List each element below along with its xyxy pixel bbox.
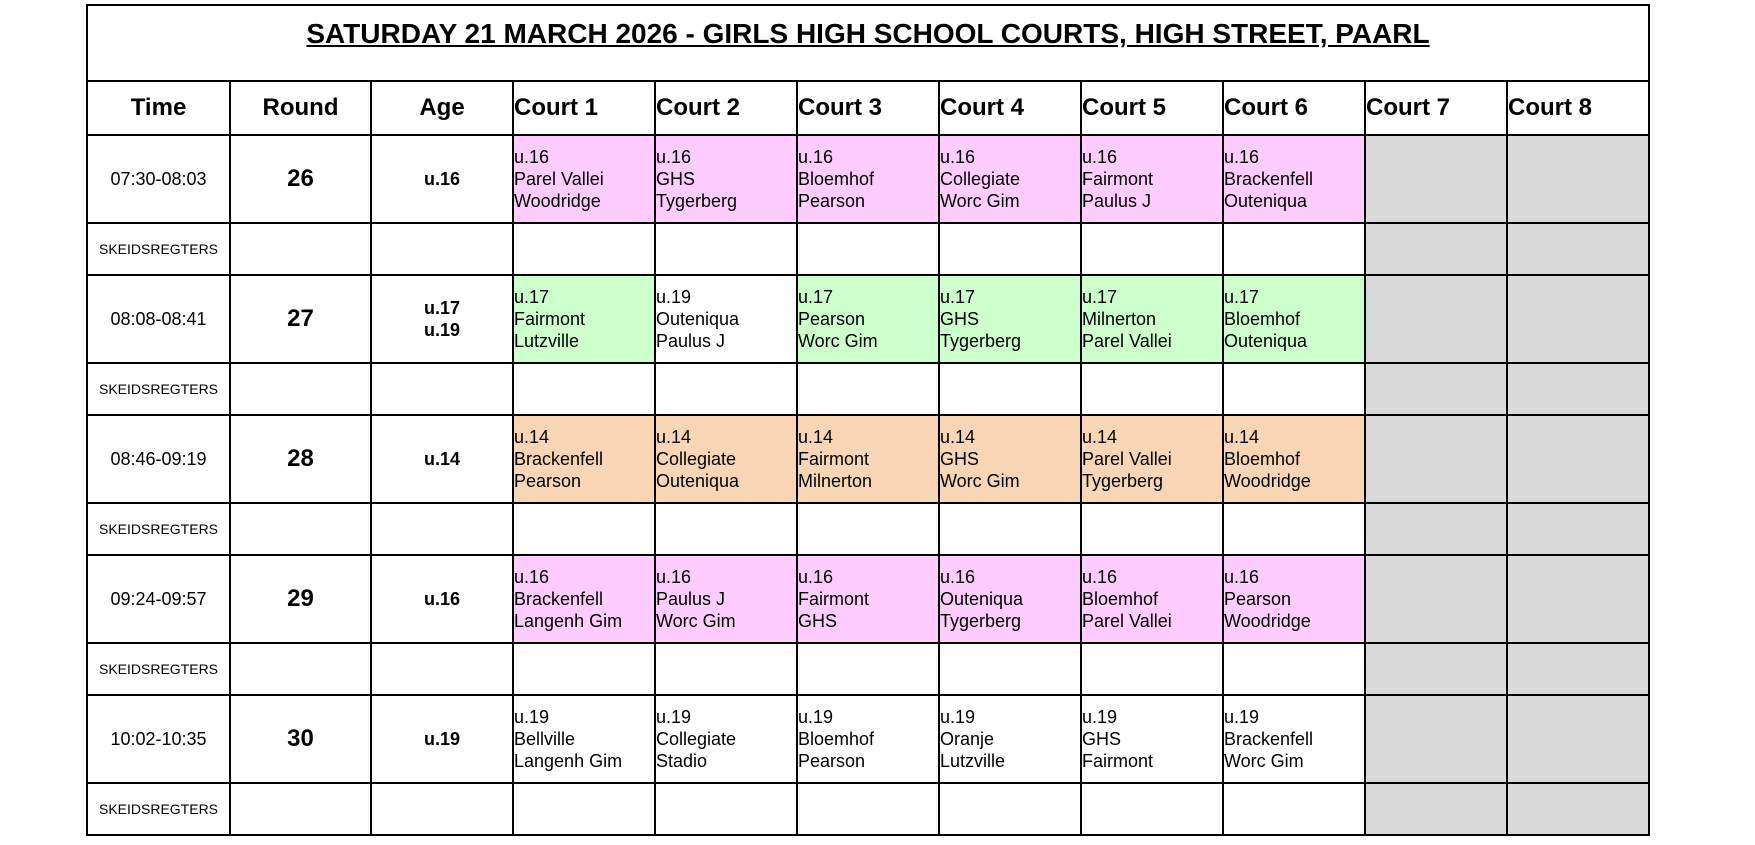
unused-court-7-cell (1365, 643, 1507, 695)
referee-entry-cell (655, 643, 797, 695)
referee-entry-cell (797, 783, 939, 835)
referee-entry-cell (230, 643, 371, 695)
game-cell-court-1 (513, 555, 655, 643)
referee-entry-cell (655, 223, 797, 275)
game-away-team: Langenh Gim (514, 611, 623, 631)
game-cell-court-5 (1081, 275, 1223, 363)
game-cell-court-5 (1081, 555, 1223, 643)
game-away-team: Outeniqua (656, 471, 740, 491)
game-home-team: Fairmont (1082, 169, 1154, 189)
game-age-group: u.16 (798, 147, 834, 167)
game-age-group: u.16 (514, 567, 550, 587)
game-cell-court-1 (513, 695, 655, 783)
game-cell-court-1 (513, 135, 655, 223)
game-age-group: u.16 (514, 147, 550, 167)
referee-entry-cell (655, 783, 797, 835)
game-cell-court-1 (513, 275, 655, 363)
game-home-team: GHS (656, 169, 696, 189)
unused-court-8-cell (1507, 695, 1649, 783)
unused-court-7-cell (1365, 695, 1507, 783)
referee-entry-cell (230, 783, 371, 835)
game-age-group: u.14 (940, 427, 976, 447)
game-age-group: u.14 (656, 427, 692, 447)
game-home-team: Bloemhof (1224, 449, 1301, 469)
referee-entry-cell (513, 783, 655, 835)
unused-court-7-cell (1365, 135, 1507, 223)
game-away-team: Pearson (514, 471, 582, 491)
game-home-team: Outeniqua (656, 309, 740, 329)
game-home-team: Brackenfell (514, 589, 604, 609)
game-cell-court-1 (513, 415, 655, 503)
game-age-group: u.19 (1082, 707, 1118, 727)
round-row (87, 555, 1649, 643)
header-round: Round (230, 81, 371, 135)
header-row (87, 81, 1649, 135)
game-away-team: Parel Vallei (1082, 331, 1172, 351)
age-cell (371, 415, 513, 503)
game-cell-court-2 (655, 555, 797, 643)
age-label: u.19 (423, 320, 461, 340)
referee-row (87, 363, 1649, 415)
referee-entry-cell (655, 503, 797, 555)
game-home-team: Outeniqua (940, 589, 1024, 609)
referee-entry-cell (655, 363, 797, 415)
game-away-team: Tygerberg (1082, 471, 1164, 491)
game-age-group: u.19 (514, 707, 550, 727)
game-cell-court-4 (939, 135, 1081, 223)
referee-entry-cell (1081, 503, 1223, 555)
age-label: u.16 (423, 589, 461, 609)
game-away-team: Worc Gim (798, 331, 878, 351)
game-age-group: u.17 (1082, 287, 1118, 307)
referee-entry-cell (513, 643, 655, 695)
game-away-team: Fairmont (1082, 751, 1154, 771)
referee-entry-cell (939, 223, 1081, 275)
game-cell-court-3 (797, 695, 939, 783)
unused-court-7-cell (1365, 783, 1507, 835)
schedule-title: SATURDAY 21 MARCH 2026 - GIRLS HIGH SCHOOL COURTS, HIGH STREET, PAARL (306, 18, 1430, 49)
round-number-cell: 30 (230, 695, 371, 783)
game-cell-court-4 (939, 415, 1081, 503)
game-away-team: Tygerberg (940, 611, 1022, 631)
game-home-team: Bloemhof (1082, 589, 1159, 609)
game-cell-court-6 (1223, 135, 1365, 223)
header-age: Age (371, 81, 513, 135)
game-away-team: Milnerton (798, 471, 873, 491)
referee-entry-cell (513, 223, 655, 275)
game-home-team: GHS (1082, 729, 1122, 749)
referee-entry-cell (371, 643, 513, 695)
referee-entry-cell (939, 503, 1081, 555)
game-away-team: Langenh Gim (514, 751, 623, 771)
referee-entry-cell (1081, 643, 1223, 695)
referee-entry-cell (939, 643, 1081, 695)
game-away-team: Lutzville (940, 751, 1006, 771)
game-home-team: Oranje (940, 729, 995, 749)
referee-entry-cell (371, 503, 513, 555)
header-court-3: Court 3 (797, 81, 939, 135)
referee-entry-cell (1223, 783, 1365, 835)
game-cell-court-2 (655, 275, 797, 363)
game-cell-court-3 (797, 555, 939, 643)
round-row (87, 275, 1649, 363)
game-cell-court-2 (655, 415, 797, 503)
referee-entry-cell (797, 643, 939, 695)
time-cell: 08:46-09:19 (87, 415, 230, 503)
game-age-group: u.14 (1082, 427, 1118, 447)
game-cell-court-4 (939, 555, 1081, 643)
game-age-group: u.14 (514, 427, 550, 447)
game-age-group: u.17 (1224, 287, 1260, 307)
game-away-team: Parel Vallei (1082, 611, 1172, 631)
game-home-team: Bloemhof (798, 729, 875, 749)
unused-court-8-cell (1507, 275, 1649, 363)
game-away-team: Outeniqua (1224, 331, 1308, 351)
header-time: Time (87, 81, 230, 135)
referee-label: SKEIDSREGTERS (87, 783, 230, 835)
game-cell-court-5 (1081, 135, 1223, 223)
game-age-group: u.17 (514, 287, 550, 307)
game-away-team: Pearson (798, 751, 866, 771)
game-away-team: Worc Gim (940, 191, 1020, 211)
game-home-team: Bloemhof (798, 169, 875, 189)
game-home-team: Pearson (1224, 589, 1292, 609)
game-home-team: GHS (940, 449, 980, 469)
game-home-team: Brackenfell (514, 449, 604, 469)
unused-court-7-cell (1365, 503, 1507, 555)
referee-entry-cell (230, 363, 371, 415)
game-age-group: u.19 (940, 707, 976, 727)
unused-court-7-cell (1365, 415, 1507, 503)
referee-entry-cell (1223, 223, 1365, 275)
game-home-team: Brackenfell (1224, 169, 1314, 189)
game-age-group: u.16 (656, 567, 692, 587)
game-age-group: u.14 (1224, 427, 1260, 447)
age-cell (371, 275, 513, 363)
referee-entry-cell (797, 503, 939, 555)
game-cell-court-4 (939, 695, 1081, 783)
game-cell-court-6 (1223, 555, 1365, 643)
time-cell: 10:02-10:35 (87, 695, 230, 783)
unused-court-8-cell (1507, 223, 1649, 275)
header-court-4: Court 4 (939, 81, 1081, 135)
game-cell-court-5 (1081, 415, 1223, 503)
referee-entry-cell (230, 223, 371, 275)
game-age-group: u.17 (940, 287, 976, 307)
game-age-group: u.19 (798, 707, 834, 727)
game-away-team: Lutzville (514, 331, 580, 351)
game-away-team: Worc Gim (656, 611, 736, 631)
game-age-group: u.17 (798, 287, 834, 307)
game-home-team: Fairmont (798, 589, 870, 609)
game-home-team: Bloemhof (1224, 309, 1301, 329)
schedule-title-cell (87, 5, 1649, 81)
game-away-team: Worc Gim (940, 471, 1020, 491)
referee-entry-cell (371, 363, 513, 415)
unused-court-8-cell (1507, 783, 1649, 835)
game-away-team: GHS (798, 611, 838, 631)
referee-entry-cell (230, 503, 371, 555)
game-home-team: Pearson (798, 309, 866, 329)
unused-court-7-cell (1365, 555, 1507, 643)
game-age-group: u.19 (1224, 707, 1260, 727)
unused-court-8-cell (1507, 415, 1649, 503)
referee-entry-cell (1223, 363, 1365, 415)
game-age-group: u.16 (940, 147, 976, 167)
header-court-8: Court 8 (1507, 81, 1649, 135)
game-home-team: Fairmont (514, 309, 586, 329)
game-age-group: u.16 (656, 147, 692, 167)
round-row (87, 415, 1649, 503)
game-age-group: u.16 (940, 567, 976, 587)
age-cell (371, 555, 513, 643)
game-away-team: Woodridge (514, 191, 601, 211)
time-cell: 09:24-09:57 (87, 555, 230, 643)
game-away-team: Worc Gim (1224, 751, 1304, 771)
game-home-team: Fairmont (798, 449, 870, 469)
referee-entry-cell (1081, 223, 1223, 275)
game-away-team: Stadio (656, 751, 708, 771)
round-row (87, 135, 1649, 223)
unused-court-8-cell (1507, 503, 1649, 555)
header-court-6: Court 6 (1223, 81, 1365, 135)
referee-entry-cell (1223, 643, 1365, 695)
fixture-schedule-table (86, 4, 1650, 836)
game-age-group: u.16 (1224, 147, 1260, 167)
game-home-team: Bellville (514, 729, 576, 749)
referee-entry-cell (513, 363, 655, 415)
referee-entry-cell (1081, 363, 1223, 415)
game-home-team: Milnerton (1082, 309, 1157, 329)
referee-label: SKEIDSREGTERS (87, 503, 230, 555)
game-age-group: u.16 (1082, 147, 1118, 167)
unused-court-7-cell (1365, 275, 1507, 363)
game-age-group: u.19 (656, 287, 692, 307)
referee-entry-cell (371, 783, 513, 835)
header-court-2: Court 2 (655, 81, 797, 135)
time-cell: 08:08-08:41 (87, 275, 230, 363)
game-cell-court-6 (1223, 415, 1365, 503)
game-home-team: Parel Vallei (1082, 449, 1172, 469)
referee-entry-cell (939, 783, 1081, 835)
game-away-team: Pearson (798, 191, 866, 211)
referee-label: SKEIDSREGTERS (87, 223, 230, 275)
round-row (87, 695, 1649, 783)
unused-court-8-cell (1507, 363, 1649, 415)
unused-court-8-cell (1507, 643, 1649, 695)
game-away-team: Outeniqua (1224, 191, 1308, 211)
game-cell-court-6 (1223, 275, 1365, 363)
game-away-team: Tygerberg (656, 191, 738, 211)
unused-court-7-cell (1365, 223, 1507, 275)
game-cell-court-2 (655, 135, 797, 223)
game-cell-court-6 (1223, 695, 1365, 783)
game-home-team: Collegiate (656, 449, 737, 469)
game-age-group: u.16 (1082, 567, 1118, 587)
referee-label: SKEIDSREGTERS (87, 643, 230, 695)
age-cell (371, 695, 513, 783)
round-number-cell: 29 (230, 555, 371, 643)
referee-entry-cell (371, 223, 513, 275)
game-home-team: Paulus J (656, 589, 726, 609)
game-home-team: Parel Vallei (514, 169, 604, 189)
rounds-body (87, 135, 1649, 835)
game-away-team: Tygerberg (940, 331, 1022, 351)
header-court-7: Court 7 (1365, 81, 1507, 135)
referee-entry-cell (1223, 503, 1365, 555)
age-cell (371, 135, 513, 223)
game-cell-court-2 (655, 695, 797, 783)
referee-entry-cell (797, 223, 939, 275)
game-home-team: Collegiate (656, 729, 737, 749)
game-away-team: Woodridge (1224, 471, 1311, 491)
game-cell-court-3 (797, 415, 939, 503)
age-label: u.14 (423, 449, 461, 469)
game-home-team: Collegiate (940, 169, 1021, 189)
referee-label: SKEIDSREGTERS (87, 363, 230, 415)
game-age-group: u.14 (798, 427, 834, 447)
game-cell-court-5 (1081, 695, 1223, 783)
referee-row (87, 643, 1649, 695)
referee-entry-cell (939, 363, 1081, 415)
referee-row (87, 503, 1649, 555)
game-age-group: u.16 (1224, 567, 1260, 587)
time-cell: 07:30-08:03 (87, 135, 230, 223)
game-home-team: GHS (940, 309, 980, 329)
game-cell-court-3 (797, 275, 939, 363)
referee-entry-cell (797, 363, 939, 415)
unused-court-7-cell (1365, 363, 1507, 415)
age-label: u.16 (423, 169, 461, 189)
round-number-cell: 26 (230, 135, 371, 223)
referee-row (87, 223, 1649, 275)
referee-row (87, 783, 1649, 835)
referee-entry-cell (1081, 783, 1223, 835)
game-cell-court-3 (797, 135, 939, 223)
referee-entry-cell (513, 503, 655, 555)
unused-court-8-cell (1507, 555, 1649, 643)
game-age-group: u.16 (798, 567, 834, 587)
game-age-group: u.19 (656, 707, 692, 727)
game-cell-court-4 (939, 275, 1081, 363)
game-away-team: Woodridge (1224, 611, 1311, 631)
round-number-cell: 28 (230, 415, 371, 503)
game-away-team: Paulus J (1082, 191, 1152, 211)
game-away-team: Paulus J (656, 331, 726, 351)
game-home-team: Brackenfell (1224, 729, 1314, 749)
round-number-cell: 27 (230, 275, 371, 363)
age-label: u.17 (423, 298, 461, 318)
header-court-1: Court 1 (513, 81, 655, 135)
unused-court-8-cell (1507, 135, 1649, 223)
age-label: u.19 (423, 729, 461, 749)
header-court-5: Court 5 (1081, 81, 1223, 135)
